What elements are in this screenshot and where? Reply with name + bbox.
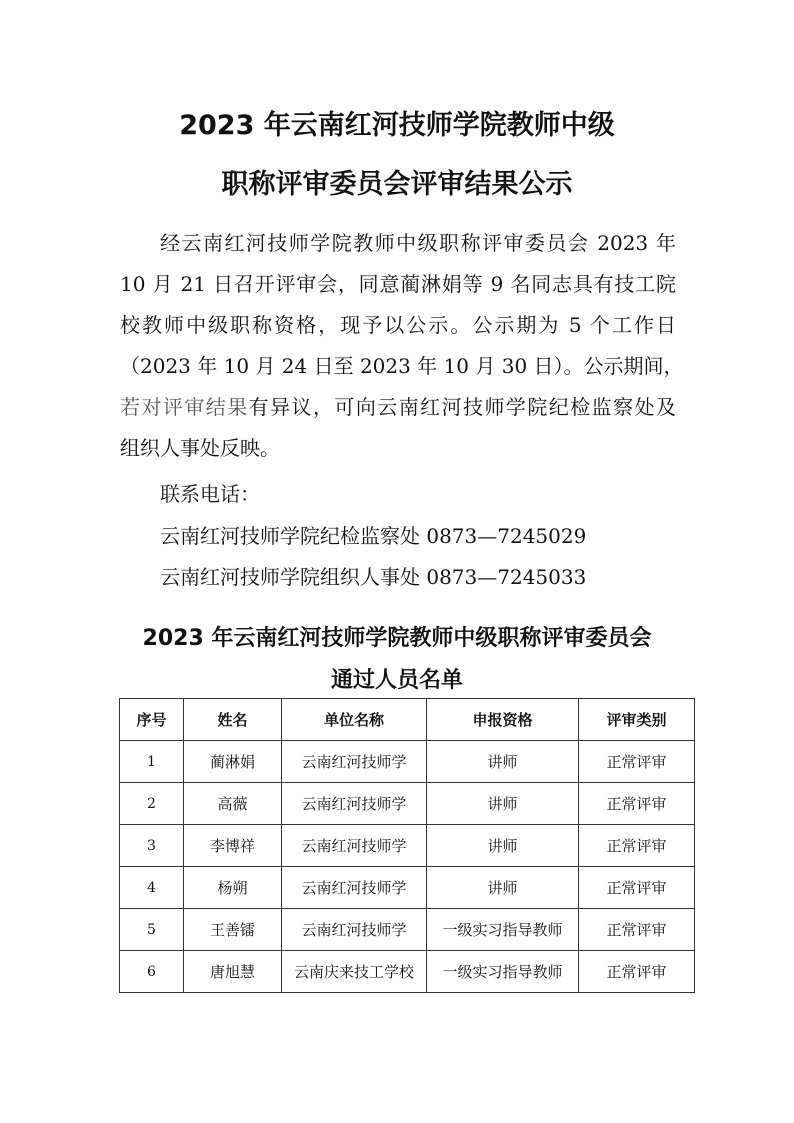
body-text-line: 经云南红河技师学院教师中级职称评审委员会 2023 年 <box>160 231 676 255</box>
cell-name: 王善镭 <box>184 909 282 951</box>
cell-unit: 云南红河技师学 <box>282 783 427 825</box>
cell-name: 高薇 <box>184 783 282 825</box>
cell-qualification: 讲师 <box>427 783 579 825</box>
cell-serial: 4 <box>120 867 184 909</box>
table-header-row <box>120 699 695 741</box>
cell-unit: 云南红河技师学 <box>282 909 427 951</box>
table-row <box>120 909 695 951</box>
cell-serial: 3 <box>120 825 184 867</box>
cell-serial: 6 <box>120 951 184 993</box>
header-unit: 单位名称 <box>282 699 427 741</box>
cell-review-type: 正常评审 <box>579 783 695 825</box>
approved-members-table <box>119 698 695 993</box>
highlighted-phrase: 若对评审结果 <box>120 395 249 419</box>
cell-qualification: 一级实习指导教师 <box>427 909 579 951</box>
cell-review-type: 正常评审 <box>579 909 695 951</box>
cell-unit: 云南红河技师学 <box>282 741 427 783</box>
table-title-line-2: 通过人员名单 <box>330 668 463 693</box>
table-row <box>120 825 695 867</box>
header-name: 姓名 <box>184 699 282 741</box>
table-row <box>120 783 695 825</box>
body-text-line: 组织人事处反映。 <box>120 436 280 460</box>
cell-serial: 1 <box>120 741 184 783</box>
header-qualification: 申报资格 <box>427 699 579 741</box>
cell-qualification: 一级实习指导教师 <box>427 951 579 993</box>
cell-unit: 云南红河技师学 <box>282 825 427 867</box>
cell-review-type: 正常评审 <box>579 825 695 867</box>
body-text-line: 校教师中级职称资格，现予以公示。公示期为 5 个工作日 <box>120 313 676 337</box>
body-text-line <box>120 393 676 421</box>
cell-qualification: 讲师 <box>427 825 579 867</box>
header-serial: 序号 <box>120 699 184 741</box>
cell-name: 李博祥 <box>184 825 282 867</box>
table-row <box>120 741 695 783</box>
cell-review-type: 正常评审 <box>579 867 695 909</box>
page-title-line-1: 2023 年云南红河技师学院教师中级 <box>179 110 615 141</box>
cell-name: 唐旭慧 <box>184 951 282 993</box>
page-title-line-2: 职称评审委员会评审结果公示 <box>221 169 573 200</box>
body-text-fragment: 有异议，可向云南红河技师学院纪检监察处及 <box>248 395 677 419</box>
header-review-type: 评审类别 <box>579 699 695 741</box>
cell-name: 蔺淋娟 <box>184 741 282 783</box>
contact-line-discipline: 云南红河技师学院纪检监察处 0873—7245029 <box>160 524 587 548</box>
cell-review-type: 正常评审 <box>579 951 695 993</box>
table-row <box>120 867 695 909</box>
table-row <box>120 951 695 993</box>
cell-unit: 云南红河技师学 <box>282 867 427 909</box>
contact-line-personnel: 云南红河技师学院组织人事处 0873—7245033 <box>160 565 587 589</box>
cell-unit: 云南庆来技工学校 <box>282 951 427 993</box>
cell-serial: 5 <box>120 909 184 951</box>
contact-label: 联系电话： <box>160 482 260 506</box>
cell-qualification: 讲师 <box>427 741 579 783</box>
cell-serial: 2 <box>120 783 184 825</box>
cell-review-type: 正常评审 <box>579 741 695 783</box>
body-text-line: （2023 年 10 月 24 日至 2023 年 10 月 30 日）。公示期间， <box>120 354 684 378</box>
table-title-line-1: 2023 年云南红河技师学院教师中级职称评审委员会 <box>142 626 652 651</box>
body-text-line: 10 月 21 日召开评审会，同意蔺淋娟等 9 名同志具有技工院 <box>120 272 676 296</box>
cell-name: 杨朔 <box>184 867 282 909</box>
cell-qualification: 讲师 <box>427 867 579 909</box>
